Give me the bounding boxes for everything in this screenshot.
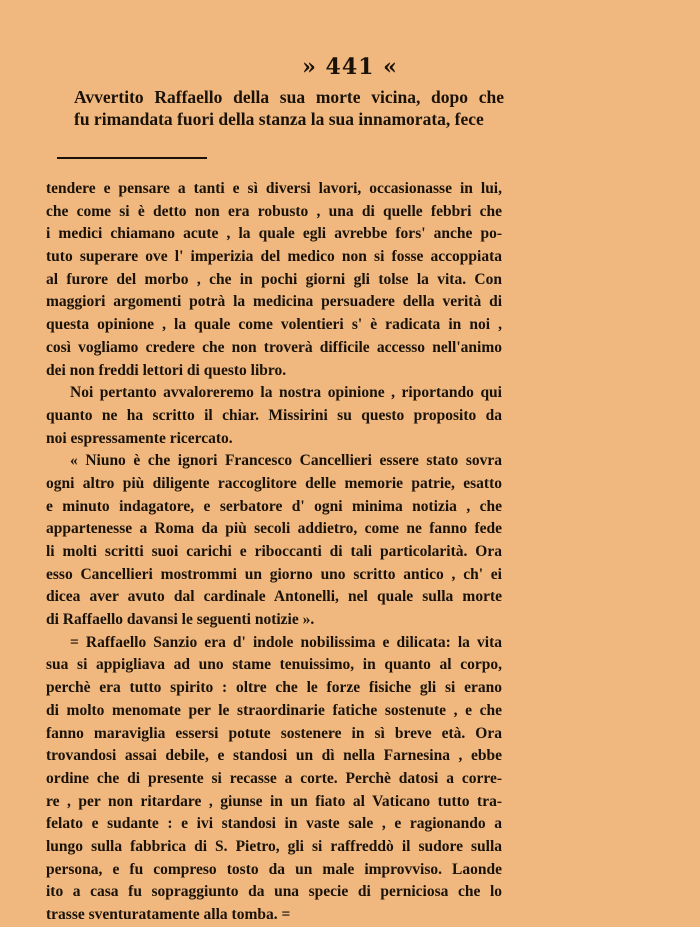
text-line: trasse sventuratamente alla tomba. =	[46, 906, 291, 923]
note-line: Avvertito Raffaello della sua morte vicina, dopo che	[74, 87, 504, 107]
text-line: = Raffaello Sanzio era d' indole nobilissima e dilicata: la vita	[70, 633, 502, 651]
text-line: così vogliamo credere che non troverà difficile accesso nell'animo	[46, 338, 502, 356]
text-line: al furore del morbo , che in pochi giorni gli tolse la vita. Con	[46, 270, 502, 288]
text-line: e minuto indagatore, e serbatore d' ogni minima notizia , che	[46, 497, 502, 515]
text-line: quanto ne ha scritto il chiar. Missirini su questo proposito da	[46, 406, 502, 424]
text-line: felato e sudante : e ivi standosi in vaste sale , e ragionando a	[46, 815, 502, 833]
text-line: dei non freddi lettori di questo libro.	[46, 361, 287, 379]
footnote-continuation	[74, 86, 504, 130]
text-line: maggiori argomenti potrà la medicina persuadere della verità di	[46, 293, 502, 311]
text-line: appartenesse a Roma da più secoli addietro, come ne fanno fede	[46, 520, 502, 538]
text-line: « Niuno è che ignori Francesco Cancellieri essere stato sovra	[70, 452, 502, 470]
text-line: lungo sulla fabbrica di S. Pietro, gli si raffreddò il sudore sulla	[46, 837, 502, 855]
note-line: fu rimandata fuori della stanza la sua innamorata, fece	[74, 109, 484, 129]
text-line: trovandosi assai debile, e standosi un dì nella Farnesina , ebbe	[46, 747, 502, 765]
text-line: di Raffaello davansi le seguenti notizie ».	[46, 611, 315, 629]
text-line: di molto menomate per le straordinarie fatiche sostenute , e che	[46, 701, 502, 719]
text-line: tuto superare ove l' imperizia del medico non si fosse accoppiata	[46, 248, 502, 266]
text-line: ito a casa fu sopraggiunto da una specie di perniciosa che lo	[46, 883, 502, 901]
text-line: esso Cancellieri mostrommi un giorno uno scritto antico , ch' ei	[46, 565, 502, 583]
text-line: fanno maraviglia essersi potute sostenere in sì breve età. Ora	[46, 724, 502, 742]
text-line: li molti scritti suoi carichi e riboccanti di tali particolarità. Ora	[46, 543, 502, 560]
text-line: dicea aver avuto dal cardinale Antonelli, nel quale sulla morte	[46, 588, 502, 606]
section-divider	[57, 157, 207, 159]
text-line: Noi pertanto avvaloreremo la nostra opinione , riportando qui	[70, 384, 502, 402]
text-line: ordine che di presente si recasse a corte. Perchè datosi a corre-	[46, 769, 502, 787]
text-line: perchè era tutto spirito : oltre che le forze fisiche gli si erano	[46, 679, 502, 697]
text-line: noi espressamente ricercato.	[46, 429, 233, 447]
text-line: re , per non ritardare , giunse in un fiato al Vaticano tutto tra-	[46, 792, 502, 810]
text-line: ogni altro più diligente raccoglitore delle memorie patrie, esatto	[46, 474, 502, 492]
text-line: che come si è detto non era robusto , una di quelle febbri che	[46, 202, 502, 220]
body-text	[46, 178, 502, 927]
text-line: sua si appigliava ad uno stame tenuissimo, in quanto al corpo,	[46, 656, 502, 674]
text-line: questa opinione , la quale come volentieri s' è radicata in noi ,	[46, 316, 502, 334]
text-line: tendere e pensare a tanti e sì diversi lavori, occasionasse in lui,	[46, 180, 502, 197]
page-number: » 441 «	[302, 54, 398, 80]
text-line: i medici chiamano acute , la quale egli avrebbe fors' anche po-	[46, 225, 502, 243]
text-line: persona, e fu compreso tosto da un male improvviso. Laonde	[46, 860, 502, 878]
